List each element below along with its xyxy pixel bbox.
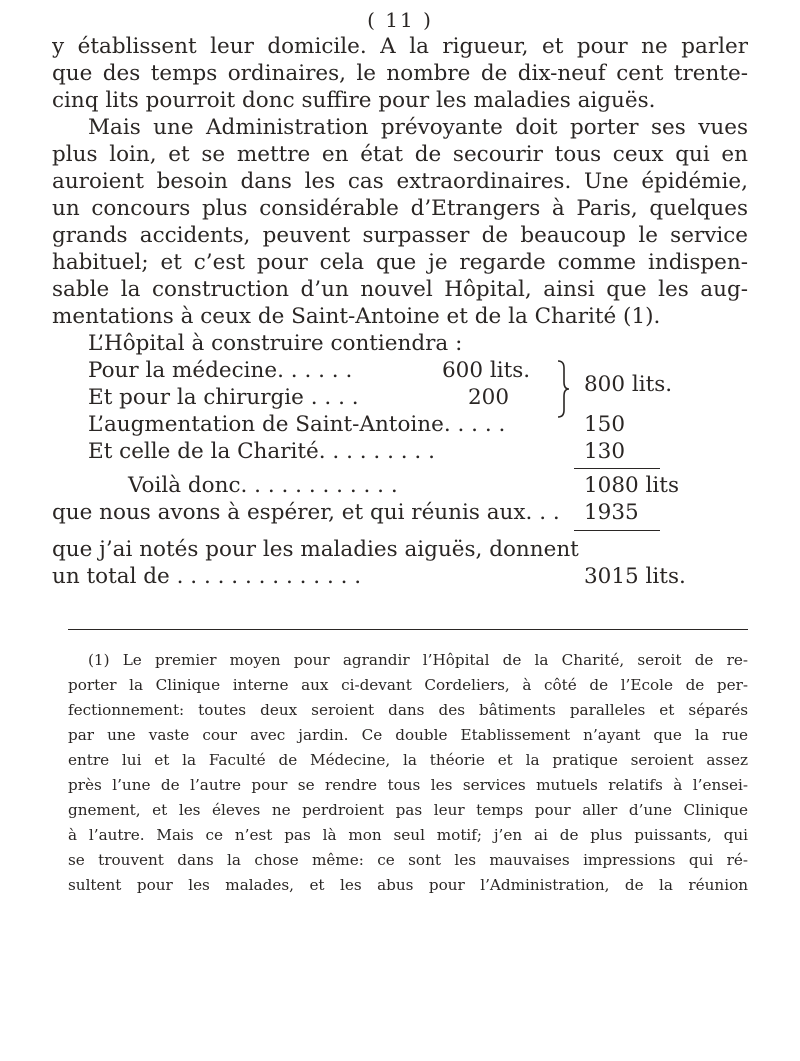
table-value-saint-antoine: 150 — [584, 412, 626, 437]
curly-brace-icon — [556, 360, 570, 418]
sum-rule — [574, 530, 660, 531]
table-label-chirurgie: Et pour la chirurgie . . . . — [88, 385, 359, 410]
body-line: mentations à ceux de Saint-Antoine et de la Charité (1). — [52, 304, 661, 329]
footnote-line: par une vaste cour avec jardin. Ce double Etablissement n’ayant que la rue — [68, 726, 748, 744]
table-label-charite: Et celle de la Charité. . . . . . . . . — [88, 439, 435, 464]
body-line: cinq lits pourroit donc suffire pour les maladies aiguës. — [52, 88, 656, 113]
table-value-chirurgie: 200 — [468, 385, 510, 410]
body-line: grands accidents, peuvent surpasser de beaucoup le service — [52, 223, 748, 248]
table-label-voila: Voilà donc. . . . . . . . . . . . — [128, 473, 398, 498]
table-label-saint-antoine: L’augmentation de Saint-Antoine. . . . . — [88, 412, 506, 437]
page-number: ( 11 ) — [367, 8, 433, 32]
footnote-line: près l’une de l’autre pour se rendre tous les services mutuels relatifs à l’ensei- — [68, 776, 748, 794]
footnote-line: à l’autre. Mais ce n’est pas là mon seul motif; j’en ai de plus puissants, qui — [68, 826, 748, 844]
table-label-medecine: Pour la médecine. . . . . . — [88, 358, 353, 383]
body-line: Mais une Administration prévoyante doit porter ses vues — [88, 115, 748, 140]
body-line: un concours plus considérable d’Etrangers à Paris, quelques — [52, 196, 748, 221]
table-value-reunis: 1935 — [584, 500, 639, 525]
body-line: y établissent leur domicile. A la rigueur, et pour ne parler — [52, 34, 748, 59]
body-line: sable la construction d’un nouvel Hôpital, ainsi que les aug- — [52, 277, 748, 302]
footnote-line: porter la Clinique interne aux ci-devant Cordeliers, à côté de l’Ecole de per- — [68, 676, 748, 694]
footnote-line: (1) Le premier moyen pour agrandir l’Hôpital de la Charité, seroit de re- — [88, 651, 748, 669]
body-line: auroient besoin dans les cas extraordinaires. Une épidémie, — [52, 169, 748, 194]
footnote-line: gnement, et les éleves ne perdroient pas leur temps pour aller d’une Clinique — [68, 801, 748, 819]
table-notes-line: que j’ai notés pour les maladies aiguës, donnent — [52, 537, 579, 562]
body-line: L’Hôpital à construire contiendra : — [88, 331, 463, 356]
table-label-total: un total de . . . . . . . . . . . . . . — [52, 564, 362, 589]
footnote-line: sultent pour les malades, et les abus pour l’Administration, de la réunion — [68, 876, 748, 894]
table-value-medecine: 600 lits. — [442, 358, 531, 383]
table-label-reunis: que nous avons à espérer, et qui réunis aux. . . — [52, 500, 560, 525]
table-brace-total: 800 lits. — [584, 372, 673, 397]
body-line: que des temps ordinaires, le nombre de dix-neuf cent trente- — [52, 61, 748, 86]
footnote-line: entre lui et la Faculté de Médecine, la théorie et la pratique seroient assez — [68, 751, 748, 769]
table-value-voila: 1080 lits — [584, 473, 679, 498]
sum-rule — [574, 468, 660, 469]
table-value-charite: 130 — [584, 439, 626, 464]
footnote-line: se trouvent dans la chose même: ce sont les mauvaises impressions qui ré- — [68, 851, 748, 869]
footnote-line: fectionnement: toutes deux seroient dans des bâtiments paralleles et séparés — [68, 701, 748, 719]
table-value-total: 3015 lits. — [584, 564, 686, 589]
body-line: plus loin, et se mettre en état de secourir tous ceux qui en — [52, 142, 748, 167]
footnote-rule — [68, 629, 748, 630]
body-line: habituel; et c’est pour cela que je regarde comme indispen- — [52, 250, 748, 275]
